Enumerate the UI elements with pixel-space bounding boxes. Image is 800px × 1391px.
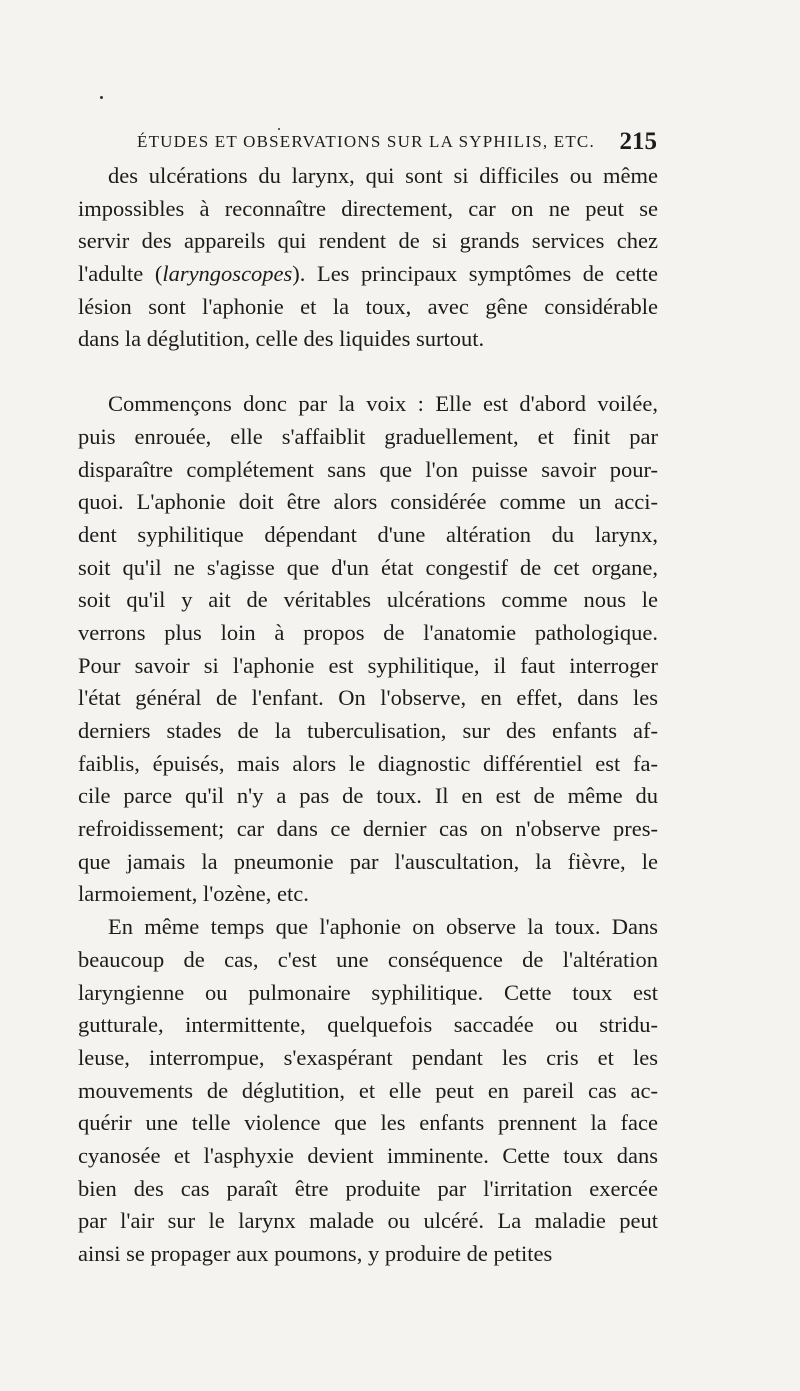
text-line <box>78 291 658 324</box>
text-line <box>78 486 658 519</box>
line-text: soit qu'il y ait de véritables ulcérations comme nous le <box>78 587 658 613</box>
line-text: l'adulte ( <box>78 261 163 287</box>
line-text: quoi. L'aphonie doit être alors considérée comme un acci- <box>78 489 658 515</box>
line-text: ainsi se propager aux poumons, y produire de petites <box>78 1241 553 1266</box>
running-title: ÉTUDES ET OBSERVATIONS SUR LA SYPHILIS, ETC. <box>137 132 595 151</box>
text-line <box>78 715 658 748</box>
line-text: beaucoup de cas, c'est une conséquence de l'altération <box>78 946 658 972</box>
line-text: dent syphilitique dépendant d'une altération du larynx, <box>78 521 658 547</box>
line-text: bien des cas paraît être produite par l'irritation exercée <box>78 1175 658 1201</box>
text-line <box>78 1009 658 1042</box>
line-text: refroidissement; car dans ce dernier cas on n'observe pres- <box>78 816 658 842</box>
line-text: dans la déglutition, celle des liquides surtout. <box>78 326 485 352</box>
line-text: verrons plus loin à propos de l'anatomie pathologique. <box>78 619 658 645</box>
running-header <box>137 128 657 158</box>
text-line <box>78 421 658 454</box>
line-text: cyanosée et l'asphyxie devient imminente. Cette toux dans <box>78 1142 658 1168</box>
body-text <box>78 160 658 1271</box>
paragraph <box>78 160 658 356</box>
text-line <box>78 911 658 944</box>
ink-speck <box>100 96 103 99</box>
text-line <box>78 780 658 813</box>
paragraph <box>78 911 658 1271</box>
text-line <box>78 1042 658 1075</box>
line-text: faiblis, épuisés, mais alors le diagnostic différentiel est fa- <box>78 750 658 776</box>
text-line <box>78 878 658 911</box>
line-text: En même temps que l'aphonie on observe la toux. Dans <box>108 914 658 940</box>
text-line <box>78 323 658 356</box>
text-line <box>78 1140 658 1173</box>
line-text: que jamais la pneumonie par l'auscultation, la fièvre, le <box>78 848 658 874</box>
paragraph <box>78 388 658 911</box>
text-line <box>78 584 658 617</box>
page-number: 215 <box>619 128 657 155</box>
line-text: servir des appareils qui rendent de si grands services chez <box>78 228 658 254</box>
line-text: puis enrouée, elle s'affaiblit graduellement, et finit par <box>78 423 658 449</box>
line-text: des ulcérations du larynx, qui sont si difficiles ou même <box>108 163 658 188</box>
line-text: larmoiement, l'ozène, etc. <box>78 881 309 907</box>
text-line <box>78 552 658 585</box>
text-line <box>78 1173 658 1206</box>
line-text: gutturale, intermittente, quelquefois saccadée ou stridu- <box>78 1012 658 1038</box>
line-text: Commençons donc par la voix : Elle est d'abord voilée, <box>108 391 658 417</box>
text-line <box>78 977 658 1010</box>
text-line <box>78 388 658 421</box>
line-text: laryngienne ou pulmonaire syphilitique. Cette toux est <box>78 979 658 1005</box>
text-line <box>78 944 658 977</box>
line-text: ). Les principaux symptômes de cette <box>292 261 658 287</box>
line-text: leuse, interrompue, s'exaspérant pendant les cris et les <box>78 1044 658 1070</box>
line-text: quérir une telle violence que les enfants prennent la face <box>78 1110 658 1136</box>
line-text: par l'air sur le larynx malade ou ulcéré. La maladie peut <box>78 1208 658 1234</box>
text-line <box>78 160 658 193</box>
text-line <box>78 748 658 781</box>
text-line <box>78 258 658 291</box>
text-line <box>78 682 658 715</box>
text-line <box>78 1205 658 1238</box>
line-text: lésion sont l'aphonie et la toux, avec gêne considérable <box>78 293 658 319</box>
paragraph-gap <box>78 356 658 388</box>
text-line <box>78 519 658 552</box>
line-text: l'état général de l'enfant. On l'observe, en effet, dans les <box>78 685 658 711</box>
text-line <box>78 1107 658 1140</box>
text-line <box>78 454 658 487</box>
line-text: disparaître complétement sans que l'on puisse savoir pour- <box>78 456 658 482</box>
text-line <box>78 650 658 683</box>
text-line <box>78 1075 658 1108</box>
text-line <box>78 617 658 650</box>
text-line <box>78 1238 658 1271</box>
text-line <box>78 225 658 258</box>
line-text: derniers stades de la tuberculisation, sur des enfants af- <box>78 718 658 743</box>
line-text: cile parce qu'il n'y a pas de toux. Il en est de même du <box>78 783 658 809</box>
line-text: Pour savoir si l'aphonie est syphilitique, il faut interroger <box>78 652 658 678</box>
text-line <box>78 193 658 226</box>
text-line <box>78 846 658 879</box>
line-text: mouvements de déglutition, et elle peut en pareil cas ac- <box>78 1077 658 1103</box>
text-line <box>78 813 658 846</box>
italic-term: laryngoscopes <box>162 261 293 287</box>
line-text: soit qu'il ne s'agisse que d'un état congestif de cet organe, <box>78 554 658 580</box>
line-text: impossibles à reconnaître directement, car on ne peut se <box>78 195 658 221</box>
